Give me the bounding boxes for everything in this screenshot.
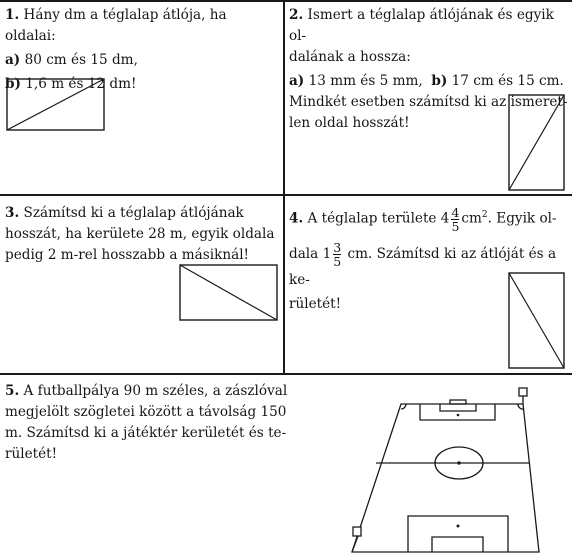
top-penalty-area [420,404,495,420]
part-a-text: 13 mm és 5 mm, [308,73,423,89]
corner-flag [353,527,361,536]
top-goal [450,400,466,404]
problem-text-3: . Egyik ol- [487,210,557,227]
rectangle-diagram-2 [508,94,566,192]
problem-text: Hány dm a téglalap átlója, ha oldalai: [5,7,227,44]
fraction-numerator: 3 [333,239,342,255]
corner-flag [352,536,358,552]
part-a-text: 80 cm és 15 dm, [24,52,138,68]
centre-spot [457,461,460,464]
problem-line-2: hosszát, ha kerülete 28 m, egyik oldala [5,226,275,242]
problem-text-1: A téglalap területe 4 [307,210,450,227]
problem-line-3: m. Számítsd ki a játéktér kerületét és te- [5,425,287,441]
problem-text-5: cm. Számítsd ki az átlóját és a ke- [289,245,557,288]
problem-line-5: len oldal hosszát! [289,115,410,131]
problem-number: 2. [289,7,304,23]
penalty-spot [457,525,460,528]
fraction-1 [451,206,459,233]
problem-3 [5,203,280,266]
bottom-penalty-area [408,516,508,552]
unit-text: cm [461,210,482,227]
part-a-label: a) [5,52,21,68]
problem-line-1: Ismert a téglalap átlójának és egyik ol- [289,7,554,44]
horizontal-divider-2 [0,373,572,375]
problem-line-3: pedig 2 m-rel hosszabb a másiknál! [5,247,250,263]
problem-number: 1. [5,7,20,23]
part-b-text: 17 cm és 15 cm. [451,73,564,89]
problem-line-1: Számítsd ki a téglalap átlójának [23,205,244,221]
fraction-denominator: 5 [333,253,342,269]
problem-line-2: dalának a hossza: [289,49,411,65]
part-a-label: a) [289,73,305,89]
part-b-text: 1,6 m és 12 dm! [25,76,137,92]
corner-flag [519,388,527,396]
problem-line-2: megjelölt szögletei között a távolság 150 [5,404,287,420]
pitch-outline [352,404,539,552]
fraction-denominator: 5 [451,218,460,234]
top-border [0,0,572,2]
problem-number: 3. [5,205,20,221]
problem-line-3: rületét! [289,295,342,312]
problem-line-4: rületét! [5,446,58,462]
part-b-label: b) [5,76,21,92]
problem-5 [5,381,295,465]
bottom-goal-area [432,537,483,552]
problem-line-4: Mindkét esetben számítsd ki az ismeret- [289,94,568,110]
rectangle-diagram-3 [179,264,279,322]
unit-exponent: 2 [481,210,488,220]
fraction-numerator: 4 [451,204,460,220]
corner-arc [401,404,406,409]
penalty-spot [457,414,460,417]
vertical-divider [283,0,285,374]
part-b-label: b) [431,73,448,89]
rectangle-diagram-1 [6,78,106,132]
fraction-2 [333,241,341,268]
football-pitch-diagram [350,386,540,553]
problem-text-4: dala 1 [289,245,332,262]
rectangle-diagram-4 [508,272,566,370]
problem-line-1: A futballpálya 90 m széles, a zászlóval [23,383,288,399]
problem-number: 5. [5,383,20,399]
horizontal-divider-1 [0,194,572,196]
top-goal-area [440,404,476,411]
problem-number: 4. [289,210,304,227]
